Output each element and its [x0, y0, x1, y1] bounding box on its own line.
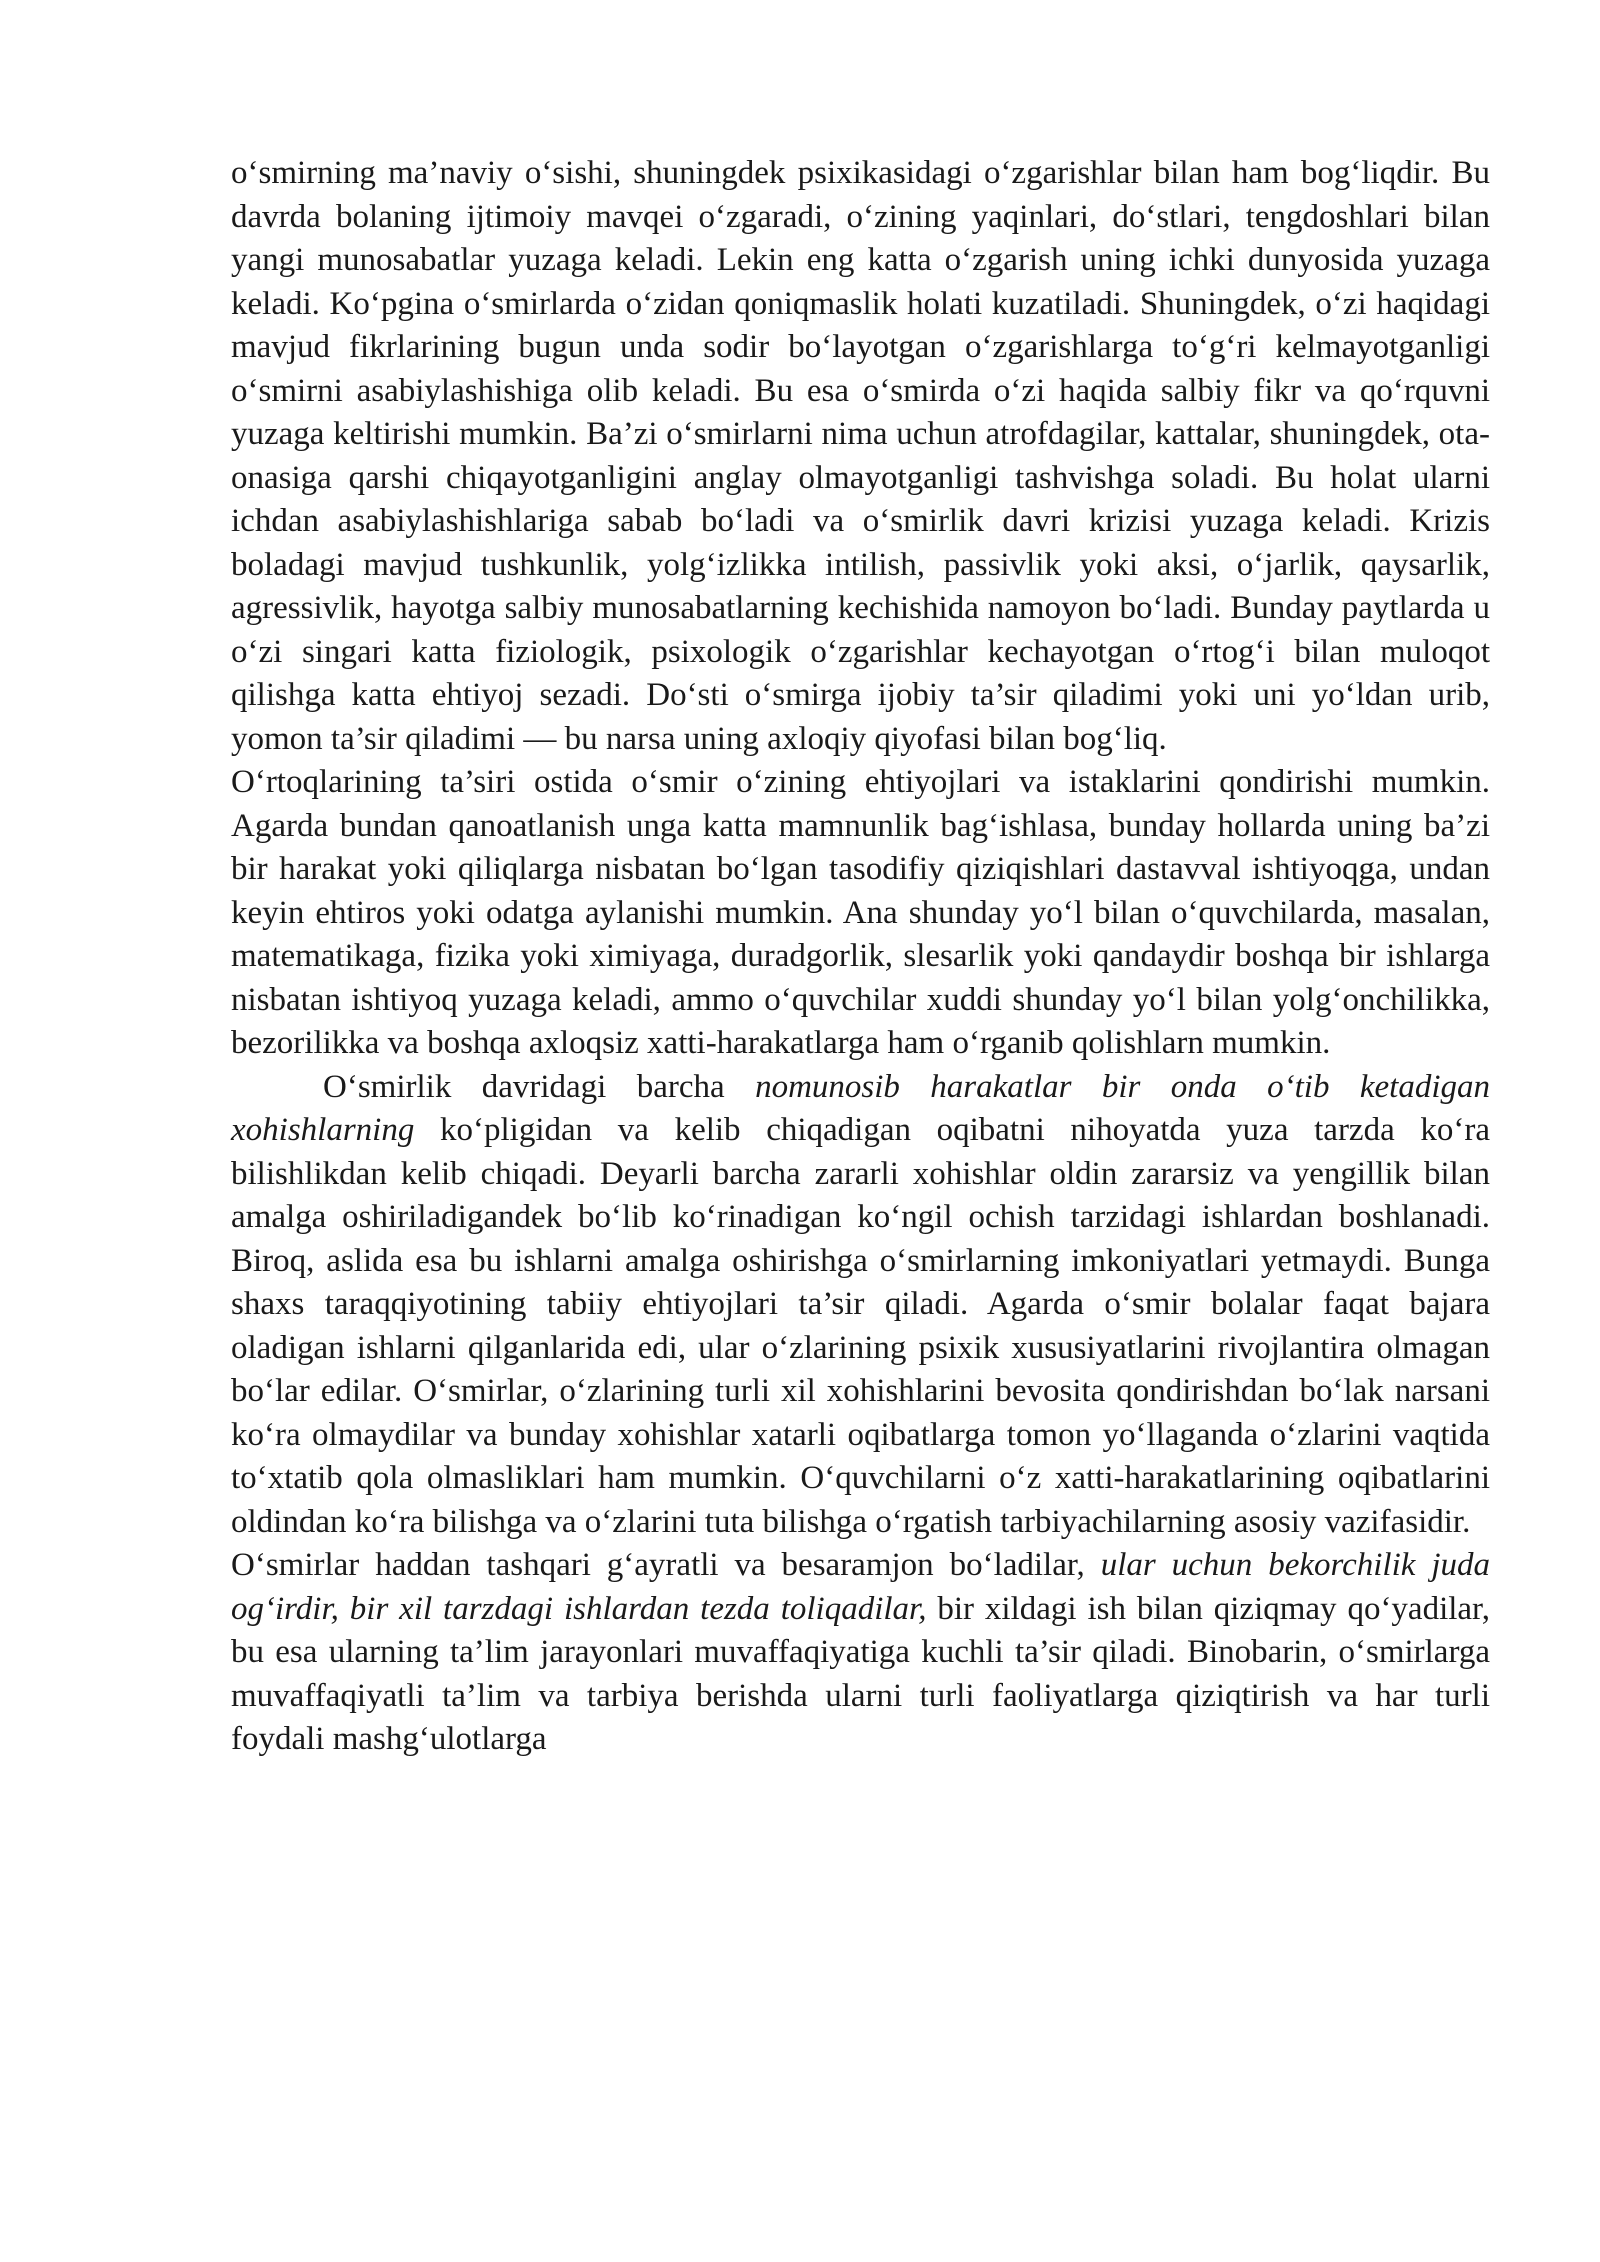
paragraph-4-italic-phrase: ular uchun bekorchilik juda og‘irdir, bir xil tarzdagi ishlardan tezda toliqadilar,	[231, 1547, 1490, 1627]
paragraph-2-text: O‘rtoqlarining ta’siri ostida o‘smir o‘zining ehtiyojlari va istaklarini qondirishi mumkin. Agarda bundan qanoatlanish unga katta mamnunlik bag‘ishlasa, bunday hollarda uning ba’zi bir harakat yoki qiliqlarga nisbatan bo‘lgan tasodifiy qiziqishlari dastavval ishtiyoqga, undan keyin ehtiros yoki odatga aylanishi mumkin. Ana shunday yo‘l bilan o‘quvchilarda, masalan, matematikaga, fizika yoki ximiyaga, duradgorlik, slesarlik yoki qandaydir boshqa bir ishlarga nisbatan ishtiyoq yuzaga keladi, ammo o‘quvchilar xuddi shunday yo‘l bilan yolg‘onchilikka, bezorilikka va boshqa axloqsiz xatti-harakatlarga ham o‘rganib qolishlarn mumkin.	[231, 764, 1490, 1061]
paragraph-3-text-b: ko‘pligidan va kelib chiqadigan oqibatni nihoyatda yuza tarzda ko‘ra bilishlikdan kelib chiqadi. Deyarli barcha zararli xohishlar oldin zararsiz va yengillik bilan amalga oshiriladigandek bo‘lib ko‘rinadigan ko‘ngil ochish tarzidagi ishlardan boshlanadi. Biroq, aslida esa bu ishlarni amalga oshirishga o‘smirlarning imkoniyatlari yetmaydi. Bunga shaxs taraqqiyotining tabiiy ehtiyojlari ta’sir qiladi. Agarda o‘smir bolalar faqat bajara oladigan ishlarni qilganlarida edi, ular o‘zlarining psixik xususiyatlarini rivojlantira olmagan bo‘lar edilar. O‘smirlar, o‘zlarining turli xil xohishlarini bevosita qondirishdan bo‘lak narsani ko‘ra olmaydilar va bunday xohishlar xatarli oqibatlarga tomon yo‘llaganda o‘zlarini vaqtida to‘xtatib qola olmasliklari ham mumkin. O‘quvchilarni o‘z xatti-harakatlarining oqibatlarini oldindan ko‘ra bilishga va o‘zlarini tuta bilishga o‘rgatish tarbiyachilarning asosiy vazifasidir.	[231, 1112, 1490, 1540]
paragraph-3	[231, 1066, 1490, 1545]
document-page	[231, 152, 1490, 1762]
paragraph-3-text-a: O‘smirlik davridagi barcha	[323, 1068, 756, 1105]
paragraph-4	[231, 1544, 1490, 1762]
paragraph-3-italic-phrase: nomunosib harakatlar bir onda o‘tib ketadigan xohishlarning	[231, 1068, 1490, 1148]
paragraph-2	[231, 761, 1490, 1066]
paragraph-4-text-a: O‘smirlar haddan tashqari g‘ayratli va besaramjon bo‘ladilar,	[231, 1547, 1101, 1583]
paragraph-1	[231, 152, 1490, 761]
paragraph-1-text: o‘smirning ma’naviy o‘sishi, shuningdek psixikasidagi o‘zgarishlar bilan ham bog‘liqdir. Bu davrda bolaning ijtimoiy mavqei o‘zgaradi, o‘zining yaqinlari, do‘stlari, tengdoshlari bilan yangi munosabatlar yuzaga keladi. Lekin eng katta o‘zgarish uning ichki dunyosida yuzaga keladi. Ko‘pgina o‘smirlarda o‘zidan qoniqmaslik holati kuzatiladi. Shuningdek, o‘zi haqidagi mavjud fikrlarining bugun unda sodir bo‘layotgan o‘zgarishlarga to‘g‘ri kelmayotganligi o‘smirni asabiylashishiga olib keladi. Bu esa o‘smirda o‘zi haqida salbiy fikr va qo‘rquvni yuzaga keltirishi mumkin. Ba’zi o‘smirlarni nima uchun atrofdagilar, kattalar, shuningdek, ota-onasiga qarshi chiqayotganligini anglay olmayotganligi tashvishga soladi. Bu holat ularni ichdan asabiylashishlariga sabab bo‘ladi va o‘smirlik davri krizisi yuzaga keladi. Krizis boladagi mavjud tushkunlik, yolg‘izlikka intilish, passivlik yoki aksi, o‘jarlik, qaysarlik, agressivlik, hayotga salbiy munosabatlarning kechishida namoyon bo‘ladi. Bunday paytlarda u o‘zi singari katta fiziologik, psixologik o‘zgarishlar kechayotgan o‘rtog‘i bilan muloqot qilishga katta ehtiyoj sezadi. Do‘sti o‘smirga ijobiy ta’sir qiladimi yoki uni yo‘ldan urib, yomon ta’sir qiladimi — bu narsa uning axloqiy qiyofasi bilan bog‘liq.	[231, 155, 1490, 757]
paragraph-4-text-b: bir xildagi ish bilan qiziqmay qo‘yadilar, bu esa ularning ta’lim jarayonlari muvaffaqiyatiga kuchli ta’sir qiladi. Binobarin, o‘smirlarga muvaffaqiyatli ta’lim va tarbiya berishda ularni turli faoliyatlarga qiziqtirish va har turli foydali mashg‘ulotlarga	[231, 1590, 1490, 1757]
